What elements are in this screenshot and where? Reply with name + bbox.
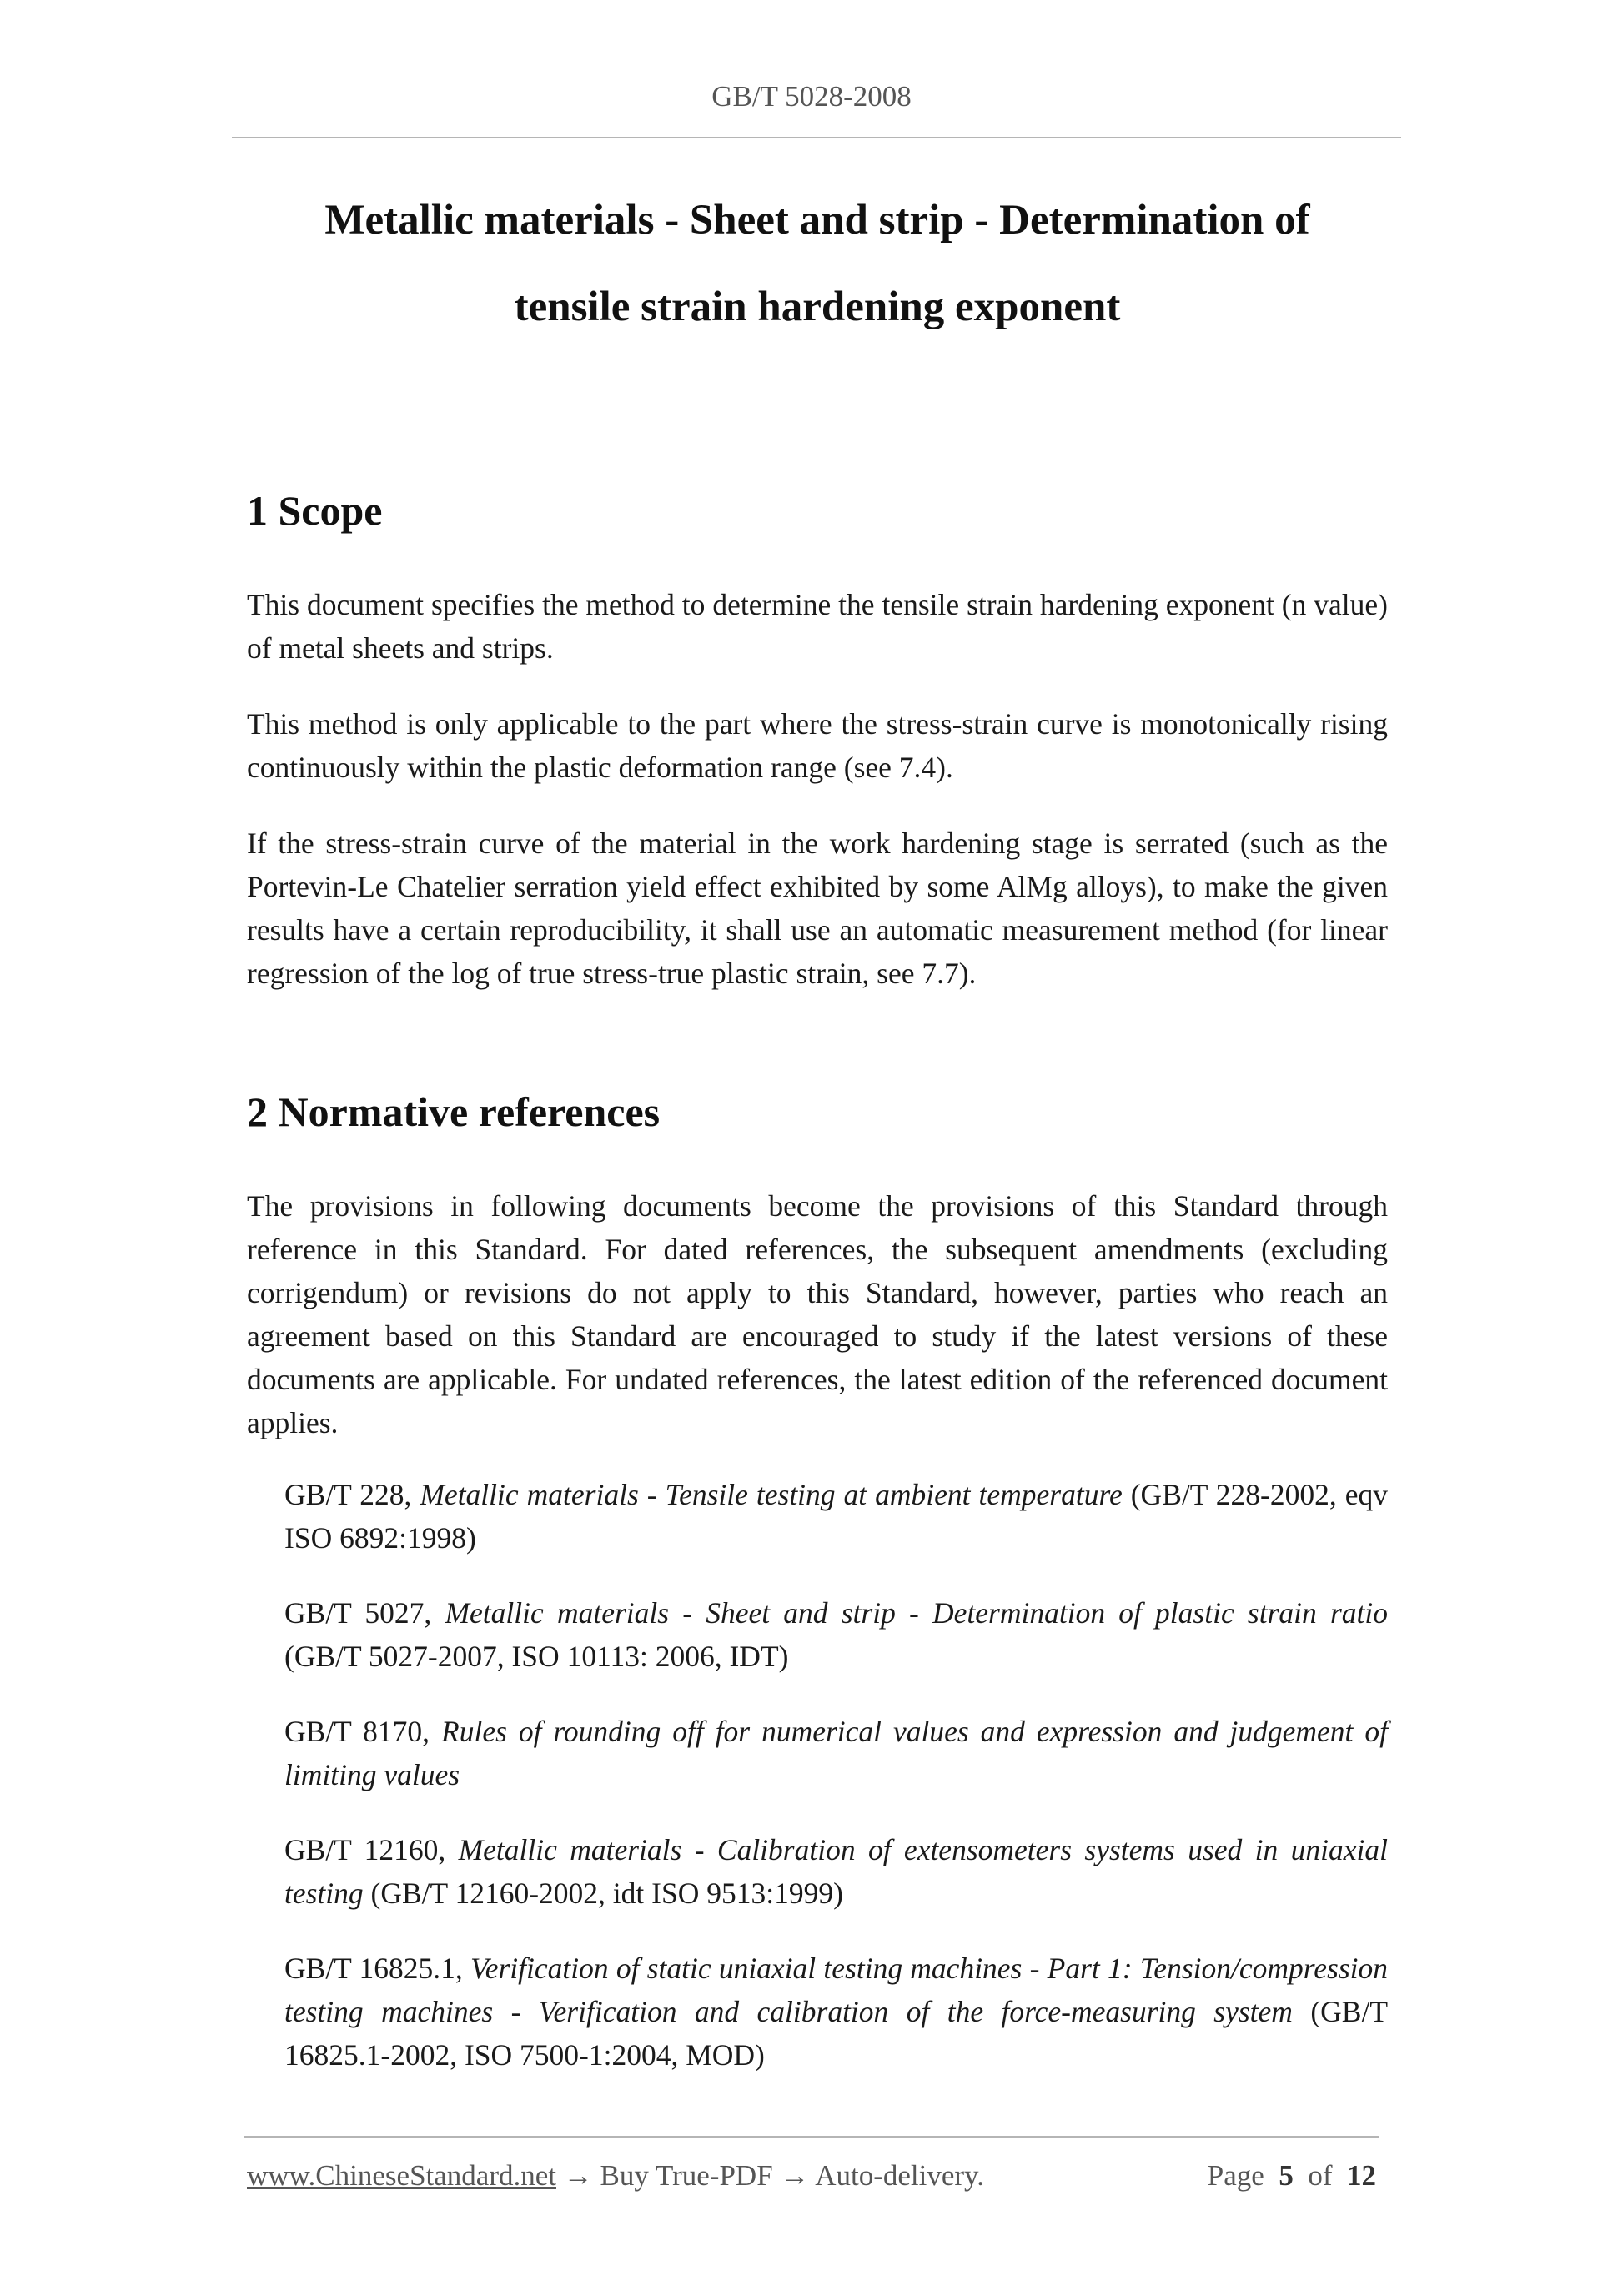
reference-item — [284, 1591, 1388, 1678]
reference-item — [284, 1473, 1388, 1560]
reference-item — [284, 1710, 1388, 1796]
footer-tagline: → Buy True-PDF → Auto-delivery. — [556, 2159, 985, 2192]
header-divider — [232, 137, 1401, 138]
reference-item — [284, 1947, 1388, 2077]
footer-promo — [247, 2159, 984, 2193]
title-line-2: tensile strain hardening exponent — [514, 284, 1121, 330]
references-intro-paragraph: The provisions in following documents become the provisions of this Standard through reference in this Standard. For dated references, the subsequent amendments (excluding corrigendum) or revisions do not apply to this Standard, however, parties who reach an agreement based on this Standard are encouraged to study if the latest versions of these documents are applicable. For undated references, the latest edition of the referenced document applies. — [247, 1189, 1388, 1439]
scope-paragraph-2: This method is only applicable to the part where the stress-strain curve is monotonically rising continuously within the plastic deformation range (see 7.4). — [247, 707, 1388, 784]
footer-divider — [244, 2136, 1379, 2138]
reference-title: Verification of static uniaxial testing machines - Part 1: Tension/compression testing machines - Verification and calibration of the force-measuring system — [284, 1952, 1388, 2028]
reference-title: Metallic materials - Sheet and strip - Determination of plastic strain ratio — [445, 1596, 1388, 1630]
reference-code: GB/T 5027, — [284, 1596, 445, 1630]
reference-code: GB/T 12160, — [284, 1833, 459, 1866]
title-line-1: Metallic materials - Sheet and strip - Determination of — [324, 197, 1310, 244]
reference-code: GB/T 16825.1, — [284, 1952, 470, 1985]
scope-paragraph-3: If the stress-strain curve of the material in the work hardening stage is serrated (such as the Portevin-Le Chatelier serration yield effect exhibited by some AlMg alloys), to make the given results have a certain reproducibility, it shall use an automatic measurement method (for linear regression of the log of true stress-true plastic strain, see 7.7). — [247, 826, 1388, 990]
reference-note: (GB/T 12160-2002, idt ISO 9513:1999) — [363, 1876, 843, 1910]
page-total: 12 — [1347, 2159, 1376, 2192]
chinesestandard-link[interactable]: www.ChineseStandard.net — [247, 2159, 556, 2192]
page-label: Page — [1207, 2159, 1264, 2192]
reference-title: Rules of rounding off for numerical values and expression and judgement of limiting values — [284, 1715, 1388, 1791]
section-heading-normative-references: 2 Normative references — [247, 1088, 661, 1135]
reference-title: Metallic materials - Calibration of extensometers systems used in uniaxial testing — [284, 1833, 1388, 1910]
page-header-doc-id: GB/T 5028-2008 — [711, 80, 912, 113]
reference-title: Metallic materials - Tensile testing at ambient temperature — [420, 1478, 1123, 1511]
reference-item — [284, 1828, 1388, 1915]
section-heading-scope: 1 Scope — [247, 487, 383, 534]
reference-code: GB/T 228, — [284, 1478, 420, 1511]
page-current: 5 — [1279, 2159, 1294, 2192]
page-of: of — [1308, 2159, 1333, 2192]
reference-note: (GB/T 228-2002, eqv ISO 6892:1998) — [284, 1478, 1388, 1555]
document-title — [217, 177, 1418, 350]
reference-code: GB/T 8170, — [284, 1715, 442, 1748]
reference-note: (GB/T 16825.1-2002, ISO 7500-1:2004, MOD) — [284, 1995, 1389, 2072]
scope-paragraph-1: This document specifies the method to determine the tensile strain hardening exponent (n value) of metal sheets and strips. — [247, 588, 1388, 665]
page-number — [1208, 2159, 1376, 2193]
reference-note: (GB/T 5027-2007, ISO 10113: 2006, IDT) — [284, 1640, 789, 1673]
